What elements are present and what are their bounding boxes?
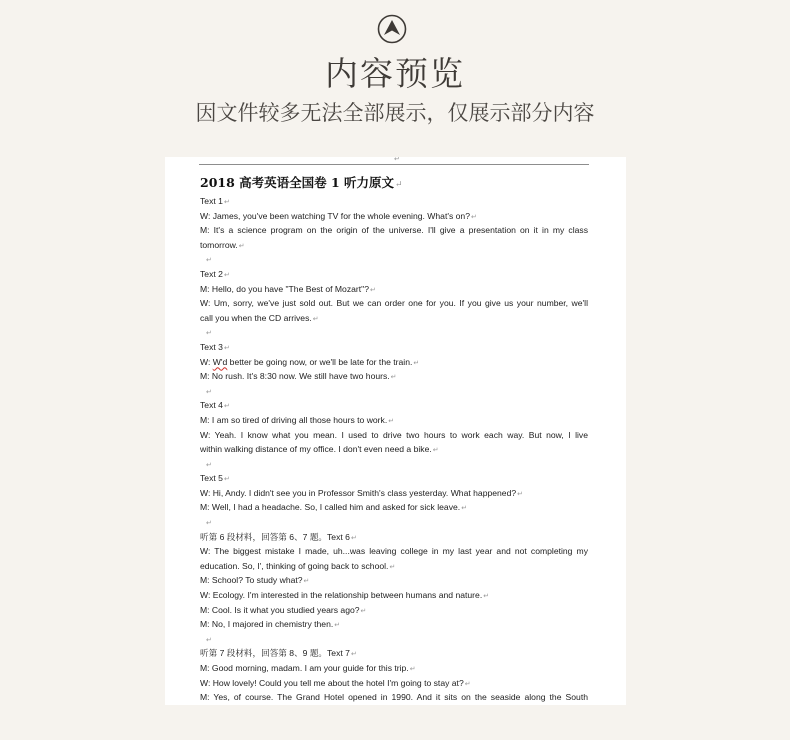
document-body bbox=[200, 194, 588, 705]
document-line: M: No rush. It's 8:30 now. We still have two hours.↵ bbox=[200, 371, 397, 382]
document-line: M: Well, I had a headache. So, I called him and asked for sick leave.↵ bbox=[200, 502, 468, 513]
paragraph-mark: ↵ bbox=[223, 403, 230, 411]
document-line: tomorrow.↵ bbox=[200, 239, 245, 250]
document-line: W: James, you've been watching TV for the whole evening. What's on?↵ bbox=[200, 210, 477, 221]
paragraph-mark: ↵ bbox=[206, 636, 212, 644]
paragraph-mark: ↵ bbox=[461, 505, 468, 513]
paragraph-mark: ↵ bbox=[432, 447, 439, 455]
document-line: M: Hello, do you have "The Best of Mozart"?↵ bbox=[200, 283, 376, 294]
document-line: W: Yeah. I know what you mean. I used to drive two hours to work each way. But now, I live bbox=[200, 429, 588, 440]
blank-line bbox=[200, 252, 588, 267]
paragraph-mark: ↵ bbox=[206, 520, 212, 528]
document-line: W: Um, sorry, we've just sold out. But we can order one for you. If you give us your number, we'll bbox=[200, 298, 588, 309]
document-line: 听第 7 段材料，回答第 8、9 题。Text 7↵ bbox=[200, 648, 357, 659]
paragraph-mark: ↵ bbox=[409, 666, 416, 673]
paragraph-mark: ↵ bbox=[369, 286, 376, 294]
document-line: M: Yes, of course. The Grand Hotel opened in 1990. And it sits on the seaside along the South bbox=[200, 692, 588, 703]
document-line: W: The biggest mistake I made, uh...was leaving college in my last year and not completing my bbox=[200, 546, 588, 557]
blank-line bbox=[200, 325, 588, 340]
blank-line bbox=[200, 384, 588, 399]
paragraph-mark: ↵ bbox=[206, 257, 212, 265]
arrow-up-circle-icon bbox=[377, 14, 407, 44]
paragraph-mark: ↵ bbox=[206, 330, 212, 338]
paragraph-mark: ↵ bbox=[471, 213, 477, 221]
document-line: W: Hi, Andy. I didn't see you in Professor Smith's class yesterday. What happened?↵ bbox=[200, 487, 524, 498]
header-rule bbox=[199, 164, 589, 165]
document-line: call you when the CD arrives.↵ bbox=[200, 312, 319, 323]
document-line: Text 4↵ bbox=[200, 400, 230, 411]
document-line: W: W'd better be going now, or we'll be late for the train.↵ bbox=[200, 356, 420, 367]
document-line: 听第 6 段材料，回答第 6、7 题。Text 6↵ bbox=[200, 531, 357, 542]
paragraph-mark: ↵ bbox=[350, 651, 357, 659]
paragraph-mark: ↵ bbox=[388, 417, 395, 425]
page-subtitle: 因文件较多无法全部展示，仅展示部分内容 bbox=[195, 101, 595, 125]
paragraph-mark: ↵ bbox=[360, 607, 367, 615]
document-line: W: Ecology. I'm interested in the relationship between humans and nature.↵ bbox=[200, 590, 490, 601]
page-title: 内容预览 bbox=[325, 54, 465, 93]
paragraph-mark: ↵ bbox=[464, 680, 471, 688]
paragraph-mark: ↵ bbox=[350, 534, 357, 542]
paragraph-mark: ↵ bbox=[334, 622, 341, 630]
paragraph-mark: ↵ bbox=[238, 242, 245, 250]
paragraph-mark: ↵ bbox=[206, 388, 212, 396]
document-line: W: How lovely! Could you tell me about the hotel I'm going to stay at?↵ bbox=[200, 677, 471, 688]
paragraph-mark: ↵ bbox=[394, 157, 400, 163]
paragraph-mark: ↵ bbox=[223, 344, 230, 352]
paragraph-mark: ↵ bbox=[413, 359, 420, 367]
paragraph-mark: ↵ bbox=[223, 199, 230, 206]
blank-line bbox=[200, 515, 588, 530]
paragraph-mark: ↵ bbox=[206, 461, 212, 469]
paragraph-mark: ↵ bbox=[517, 490, 524, 498]
paragraph-mark: ↵ bbox=[483, 593, 490, 601]
document-line: Text 3↵ bbox=[200, 341, 230, 352]
document-line: Text 2↵ bbox=[200, 268, 230, 279]
document-line: M: Cool. Is it what you studied years ago?↵ bbox=[200, 604, 367, 615]
spelling-error-word: W'd bbox=[212, 356, 228, 367]
paragraph-mark: ↵ bbox=[390, 374, 397, 382]
document-line: M: School? To study what?↵ bbox=[200, 575, 310, 586]
document-line: M: I am so tired of driving all those hours to work.↵ bbox=[200, 414, 395, 425]
blank-line bbox=[200, 457, 588, 472]
paragraph-mark: ↵ bbox=[223, 271, 230, 279]
document-line: M: It's a science program on the origin of the universe. I'll give a presentation on it in my class bbox=[200, 225, 588, 236]
document-page bbox=[165, 157, 626, 705]
paragraph-mark: ↵ bbox=[312, 315, 319, 323]
document-title: 2018 高考英语全国卷 1 听力原文↵ bbox=[200, 175, 403, 190]
paragraph-mark: ↵ bbox=[303, 578, 310, 586]
preview-header bbox=[0, 0, 790, 150]
document-line: M: Good morning, madam. I am your guide for this trip.↵ bbox=[200, 663, 416, 673]
document-line: education. So, I', thinking of going back to school.↵ bbox=[200, 560, 396, 571]
blank-line bbox=[200, 632, 588, 647]
document-line: M: No, I majored in chemistry then.↵ bbox=[200, 619, 341, 630]
document-line: within walking distance of my office. I don't even need a bike.↵ bbox=[200, 444, 439, 455]
paragraph-mark: ↵ bbox=[389, 563, 396, 571]
document-line: Text 1↵ bbox=[200, 196, 230, 206]
paragraph-mark: ↵ bbox=[223, 476, 230, 484]
document-line: Text 5↵ bbox=[200, 473, 230, 484]
